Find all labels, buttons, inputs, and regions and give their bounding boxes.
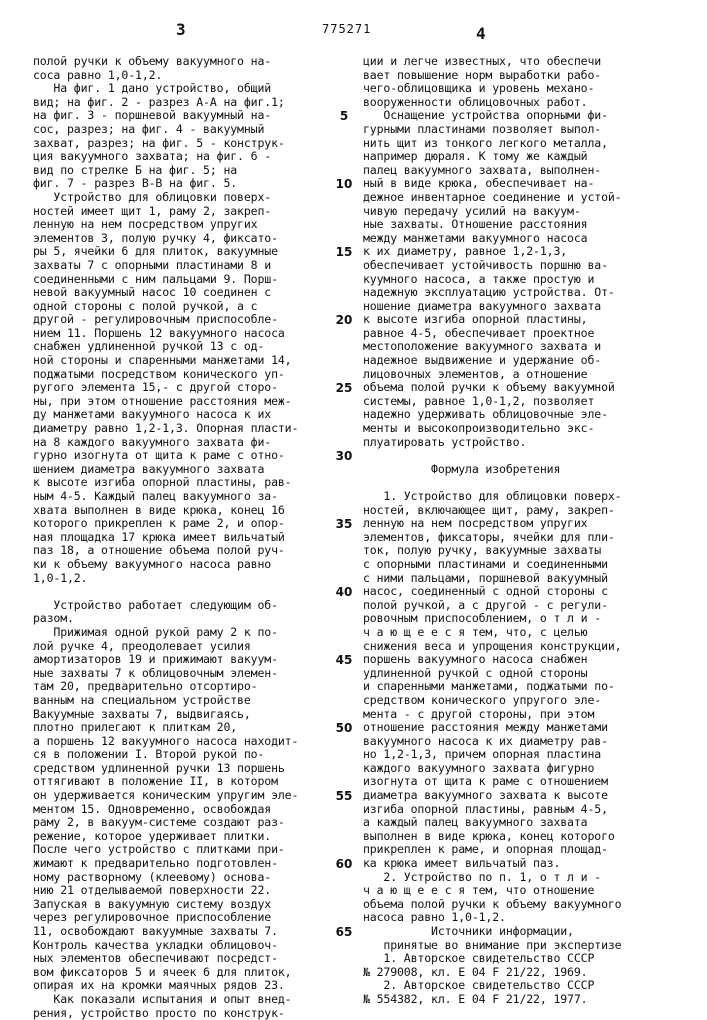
right-text-line: ные захваты. Отношение расстояния (363, 218, 698, 232)
right-text-line: обеспечивает устойчивость поршню ва- (363, 259, 698, 273)
left-text-line: паз 18, а отношение объема полой руч- (33, 544, 333, 558)
right-text-line: № 554382, кл. Е 04 F 21/22, 1977. (363, 993, 698, 1007)
right-text-line: удлиненной ручкой с одной стороны (363, 667, 698, 681)
left-text-line: соса равно 1,0-1,2. (33, 69, 333, 83)
left-text-line: ные захваты 7 к облицовочным элемен- (33, 667, 333, 681)
left-text-line: гурно изогнута от щита к раме с отно- (33, 449, 333, 463)
left-text-line: ной стороны и спаренными манжетами 14, (33, 354, 333, 368)
right-text-line: например дюраля. К тому же каждый (363, 150, 698, 164)
left-text-line: поджатыми посредством конического уп- (33, 368, 333, 382)
patent-number: 775271 (322, 22, 371, 36)
margin-line-number: 45 (332, 653, 356, 667)
right-text-line: к высоте изгиба опорной пластины, (363, 313, 698, 327)
right-text-line: надежное выдвижение и удержание об- (363, 354, 698, 368)
right-text-line: мента - с другой стороны, при этом (363, 708, 698, 722)
right-text-line (363, 449, 698, 463)
left-text-line: ция вакуумного захвата; на фиг. 6 - (33, 150, 333, 164)
margin-line-number: 10 (332, 177, 356, 191)
left-text-line: жимают к предварительно подготовлен- (33, 857, 333, 871)
left-text-line: на 8 каждого вакуумного захвата фи- (33, 436, 333, 450)
right-text-line: насос, соединенный с одной стороны с (363, 585, 698, 599)
right-text-line: местоположение вакуумного захвата и (363, 340, 698, 354)
right-text-line: с опорными пластинами и соединенными (363, 558, 698, 572)
left-text-line: амортизаторов 19 и прижимают вакуум- (33, 653, 333, 667)
page-header (0, 20, 707, 50)
right-text-line: ч а ю щ е е с я тем, что, с целью (363, 626, 698, 640)
left-text-line: режение, которое удерживает плитки. (33, 830, 333, 844)
left-text-line: рения, устройство просто по конструк- (33, 1007, 333, 1020)
right-text-line: Источники информации, (363, 925, 698, 939)
right-text-line: плуатировать устройство. (363, 436, 698, 450)
left-text-line: нием 11. Поршень 12 вакуумного насоса (33, 327, 333, 341)
left-text-line: ры 5, ячейки 6 для плиток, вакуумные (33, 245, 333, 259)
left-text-line: Вакуумные захваты 7, выдвигаясь, (33, 708, 333, 722)
left-text-line: ному растворному (клеевому) основа- (33, 871, 333, 885)
left-text-line: через регулировочное приспособление (33, 911, 333, 925)
left-text-line: Устройство для облицовки поверх- (33, 191, 333, 205)
left-text-line: ругого элемента 15,- с другой сторо- (33, 381, 333, 395)
right-text-line: ностей, включающее щит, раму, закреп- (363, 504, 698, 518)
document-page (0, 0, 707, 1000)
right-text-line: дежное инвентарное соединение и устой- (363, 191, 698, 205)
right-text-column (363, 55, 698, 1007)
left-text-line: Устройство работает следующим об- (33, 599, 333, 613)
right-text-line: средством конического упругого эле- (363, 694, 698, 708)
left-text-line: ностей имеет щит 1, раму 2, закреп- (33, 205, 333, 219)
right-text-line: прикреплен к раме, и опорная площад- (363, 843, 698, 857)
left-text-line: ванным на специальном устройстве (33, 694, 333, 708)
right-text-line: 2. Устройство по п. 1, о т л и - (363, 871, 698, 885)
left-text-line: сос, разрез; на фиг. 4 - вакуумный (33, 123, 333, 137)
right-text-line: нить щит из тонкого легкого металла, (363, 137, 698, 151)
right-text-line: чивую передачу усилий на вакуум- (363, 205, 698, 219)
left-text-line: раму 2, в вакуум-системе создают раз- (33, 816, 333, 830)
left-text-line: захваты 7 с опорными пластинами 8 и (33, 259, 333, 273)
margin-line-number: 30 (332, 449, 356, 463)
left-text-line: После чего устройство с плитками при- (33, 843, 333, 857)
right-text-line: ч а ю щ е е с я тем, что отношение (363, 884, 698, 898)
left-text-line: на фиг. 3 - поршневой вакуумный на- (33, 109, 333, 123)
left-text-line: 1,0-1,2. (33, 572, 333, 586)
left-text-line: ны, при этом отношение расстояния меж- (33, 395, 333, 409)
left-text-line: диаметру равно 1,2-1,3. Опорная пласти- (33, 422, 333, 436)
left-text-line: вид; на фиг. 2 - разрез А-А на фиг.1; (33, 96, 333, 110)
right-text-line: ток, полую ручку, вакуумные захваты (363, 544, 698, 558)
left-text-line: Прижимая одной рукой раму 2 к по- (33, 626, 333, 640)
right-text-line: палец вакуумного захвата, выполнен- (363, 164, 698, 178)
right-text-line: изгиба опорной пластины, равным 4-5, (363, 803, 698, 817)
left-text-line: вид по стрелке Б на фиг. 5; на (33, 164, 333, 178)
left-text-line: 11, освобождают вакуумные захваты 7. (33, 925, 333, 939)
margin-line-number: 25 (332, 381, 356, 395)
right-text-line: и спаренными манжетами, поджатыми по- (363, 680, 698, 694)
left-text-line: ки к объему вакуумного насоса равно (33, 558, 333, 572)
page-number-left: 3 (176, 20, 186, 39)
left-text-line: одной стороны с полой ручкой, а с (33, 300, 333, 314)
right-text-line: куумного насоса, а также простую и (363, 273, 698, 287)
left-text-line: Запуская в вакуумную систему воздух (33, 898, 333, 912)
left-text-line: нию 21 отделываемой поверхности 22. (33, 884, 333, 898)
left-text-line: другой - регулировочным приспособле- (33, 313, 333, 327)
right-text-line: объема полой ручки к объему вакуумной (363, 381, 698, 395)
right-text-line: вооруженности облицовочных работ. (363, 96, 698, 110)
right-text-line: Оснащение устройства опорными фи- (363, 109, 698, 123)
left-text-line: средством удлиненной ручки 13 поршень (33, 762, 333, 776)
right-text-line (363, 476, 698, 490)
right-text-line: объема полой ручки к объему вакуумного (363, 898, 698, 912)
left-text-line: а поршень 12 вакуумного насоса находит- (33, 735, 333, 749)
right-text-line: изогнута от щита к раме с отношением (363, 775, 698, 789)
left-text-line: которого прикреплен к раме 2, и опор- (33, 517, 333, 531)
right-text-line: с ними пальцами, поршневой вакуумный (363, 572, 698, 586)
right-text-line: ленную на нем посредством упругих (363, 517, 698, 531)
margin-line-number: 60 (332, 857, 356, 871)
right-text-line: но 1,2-1,3, причем опорная пластина (363, 748, 698, 762)
left-text-line: соединенными с ним пальцами 9. Порш- (33, 273, 333, 287)
right-text-line: 2. Авторское свидетельство СССР (363, 979, 698, 993)
left-text-line: ным 4-5. Каждый палец вакуумного за- (33, 490, 333, 504)
right-text-line: надежную эксплуатацию устройства. От- (363, 286, 698, 300)
left-text-line: захват, разрез; на фиг. 5 - конструк- (33, 137, 333, 151)
right-text-line: менты и высокопроизводительно экс- (363, 422, 698, 436)
right-text-line: № 279008, кл. Е 04 F 21/22, 1969. (363, 966, 698, 980)
left-text-line: фиг. 7 - разрез В-В на фиг. 5. (33, 177, 333, 191)
margin-line-number: 50 (332, 721, 356, 735)
left-text-line: ленную на нем посредством упругих (33, 218, 333, 232)
left-text-line (33, 585, 333, 599)
left-text-line: опирая их на кромки маячных рядов 23. (33, 979, 333, 993)
margin-line-number: 20 (332, 313, 356, 327)
left-text-line: невой вакуумный насос 10 соединен с (33, 286, 333, 300)
left-text-line: он удерживается коническим упругим эле- (33, 789, 333, 803)
right-text-line: надежно удерживать облицовочные эле- (363, 408, 698, 422)
left-text-line: шением диаметра вакуумного захвата (33, 463, 333, 477)
margin-line-number: 15 (332, 245, 356, 259)
right-text-line: 1. Устройство для облицовки поверх- (363, 490, 698, 504)
left-text-line: элементов 3, полую ручку 4, фиксато- (33, 232, 333, 246)
right-text-line: диаметра вакуумного захвата к высоте (363, 789, 698, 803)
right-text-line: поршень вакуумного насоса снабжен (363, 653, 698, 667)
left-text-line: плотно прилегают к плиткам 20, (33, 721, 333, 735)
right-text-line: системы, равное 1,0-1,2, позволяет (363, 395, 698, 409)
right-text-line: насоса равно 1,0-1,2. (363, 911, 698, 925)
right-text-line: выполнен в виде крюка, конец которого (363, 830, 698, 844)
left-text-line: ментом 15. Одновременно, освобождая (33, 803, 333, 817)
left-text-line: Контроль качества укладки облицовоч- (33, 939, 333, 953)
right-text-line: полой ручкой, а с другой - с регули- (363, 599, 698, 613)
right-text-line: снижения веса и упрощения конструкции, (363, 640, 698, 654)
right-text-line: принятые во внимание при экспертизе (363, 939, 698, 953)
right-text-line: вакуумного насоса к их диаметру рав- (363, 735, 698, 749)
left-text-line: ду манжетами вакуумного насоса к их (33, 408, 333, 422)
right-text-line: 1. Авторское свидетельство СССР (363, 952, 698, 966)
right-text-line: а каждый палец вакуумного захвата (363, 816, 698, 830)
left-text-line: снабжен удлиненной ручкой 13 с од- (33, 340, 333, 354)
left-text-line: там 20, предварительно отсортиро- (33, 680, 333, 694)
margin-line-number: 5 (332, 109, 356, 123)
left-text-line: ных элементов обеспечивают посредст- (33, 952, 333, 966)
left-text-line: ся в положении I. Второй рукой по- (33, 748, 333, 762)
left-text-line: полой ручки к объему вакуумного на- (33, 55, 333, 69)
margin-line-number: 35 (332, 517, 356, 531)
left-text-line: лой ручке 4, преодолевает усилия (33, 640, 333, 654)
left-text-line: вом фиксаторов 5 и ячеек 6 для плиток, (33, 966, 333, 980)
right-text-line: ный в виде крюка, обеспечивает на- (363, 177, 698, 191)
right-text-line: вает повышение норм выработки рабо- (363, 69, 698, 83)
page-number-right: 4 (476, 24, 486, 43)
right-text-line: ции и легче известных, что обеспечи (363, 55, 698, 69)
right-text-line: элементов, фиксаторы, ячейки для пли- (363, 531, 698, 545)
left-text-line: оттягивают в положение II, в котором (33, 775, 333, 789)
left-text-line: хвата выполнен в виде крюка, конец 16 (33, 504, 333, 518)
left-text-line: Как показали испытания и опыт внед- (33, 993, 333, 1007)
left-text-line: На фиг. 1 дано устройство, общий (33, 82, 333, 96)
margin-line-number: 55 (332, 789, 356, 803)
left-text-line: к высоте изгиба опорной пластины, рав- (33, 476, 333, 490)
right-text-line: гурными пластинами позволяет выпол- (363, 123, 698, 137)
right-text-line: равное 4-5, обеспечивает проектное (363, 327, 698, 341)
left-text-line: ная площадка 17 крюка имеет вильчатый (33, 531, 333, 545)
left-text-line: разом. (33, 612, 333, 626)
right-text-line: лицовочных элементов, а отношение (363, 368, 698, 382)
margin-line-number: 40 (332, 585, 356, 599)
right-text-line: между манжетами вакуумного насоса (363, 232, 698, 246)
right-text-line: ровочным приспособлением, о т л и - (363, 612, 698, 626)
margin-line-number: 65 (332, 925, 356, 939)
right-text-line: чего-облицовщика и уровень механо- (363, 82, 698, 96)
left-text-column (33, 55, 333, 1020)
right-text-line: отношение расстояния между манжетами (363, 721, 698, 735)
right-text-line: Формула изобретения (363, 463, 698, 477)
right-text-line: к их диаметру, равное 1,2-1,3, (363, 245, 698, 259)
right-text-line: каждого вакуумного захвата фигурно (363, 762, 698, 776)
right-text-line: ка крюка имеет вильчатый паз. (363, 857, 698, 871)
right-text-line: ношение диаметра вакуумного захвата (363, 300, 698, 314)
